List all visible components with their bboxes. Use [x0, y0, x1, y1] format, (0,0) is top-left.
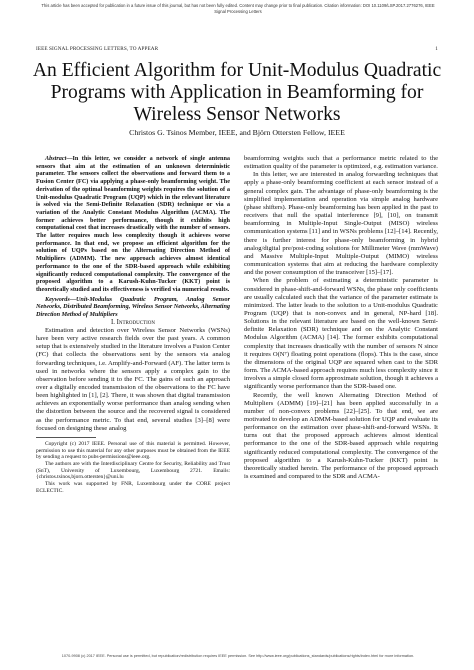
footnote-affiliation: The authors are with the Interdisciplinary Centre for Security, Reliability and Trust (SnT), University of Luxembourg, Luxembourg 2721. Emails: {christos.tsinos,bjorn.ottersten}@uni.lu — [36, 461, 230, 481]
publication-notice-line1: This article has been accepted for publication in a future issue of this journal, but has not been fully edited. Content may change prior to final publication. Citation information: DOI 10.1109/LSP.2017.2776276, IEEE — [41, 3, 435, 8]
title-line-3: Wireless Sensor Networks — [133, 104, 341, 125]
keywords — [36, 296, 230, 319]
publication-notice — [18, 3, 458, 15]
section-heading-introduction: I. Introduction — [110, 318, 156, 326]
page-number: 1 — [435, 46, 438, 52]
right-paragraph-continued: beamforming weights such that a performance metric related to the estimation quality of the parameter is optimized, e.g. estimation variance. — [244, 155, 438, 171]
footnote-funding: This work was supported by FNR, Luxembourg under the CORE project ECLECTIC. — [36, 481, 230, 494]
abstract-text: —In this letter, we consider a network of single antenna sensors that aim at the estimation of an unknown deterministic parameter. The sensors collect the observations and forward them to a Fusion Center (FC) via applying a phase-only beamforming weight. The derivation of the optimal beamforming weights requires the solution of a Unit-modulus Quadratic Program (UQP) which in the relevant literature is solved via the Semi-Definite Relaxation (SDR) technique or via a variation of the Analytic Constant Modulus Algorithm (ACMA). The former achieves better performance, though it exhibits high computational cost that increases drastically with the number of sensors. The latter requires much less complexity though it achieves worse performance. In that end, we propose an efficient algorithm for the solution of UQPs based on the Alternating Direction Method of Multipliers (ADMM). The new approach achieves almost identical performance to the one of the SDR-based approach while exhibiting significantly reduced computational complexity. The convergence of the proposed algorithm to a Karush-Kuhn-Tucker (KKT) point is theoretically studied and its effectiveness is verified via numerical results. — [36, 155, 230, 293]
right-paragraph-3: Recently, the well known Alternating Direction Method of Multipliers (ADMM) [19]–[21] has been applied successfully in a number of non-convex problems [22]–[25]. To that end, we are motivated to develop an ADMM-based solution for UQP and evaluate its performance on the estimation over phase-shift-and-forward WSNs. It turns out that the proposed approach achieves almost identical performance to the one of the SDR-based approach while requiring significantly reduced computational complexity. The convergence of the proposed algorithm to a Karush-Kuhn-Tucker (KKT) point is theoretically studied herein. The performance of the proposed approach is examined and compared to the SDR and ACMA- — [244, 391, 438, 481]
abstract-lead: Abstract — [45, 155, 67, 162]
right-column — [244, 155, 438, 481]
paper-title — [30, 60, 444, 126]
keywords-lead: Keywords — [45, 295, 70, 303]
publication-notice-line2: Signal Processing Letters — [214, 9, 262, 14]
footnote-copyright: Copyright (c) 2017 IEEE. Personal use of this material is permitted. However, permission to use this material for any other purposes must be obtained from the IEEE by sending a request to pubs-permissions@ieee.org. — [36, 440, 230, 461]
left-column — [36, 155, 230, 495]
footnote-divider — [36, 437, 96, 438]
running-head — [36, 46, 438, 52]
abstract — [36, 155, 230, 294]
right-paragraph-2: When the problem of estimating a deterministic parameter is considered in phase-shift-and-forward WSNs, the phase only coefficients are usually calculated such that the variance of the parameter estimate is minimized. The latter leads to the solution to a Unit-modulus Quadratic Program (UQP) that is non-convex and in general, NP-hard [18]. Solutions in the relevant literature are based on the well-known Semi-definite Relaxation (SDR) technique and on the Analytic Constant Modulus Algorithm (ACMA) [14]. The former exhibits computational complexity that increases drastically with the number of sensors N since it requires O(N⁷) floating point operations (flops). This is the case, since the dimensions of the original UQP are squared when cast to the SDR form. The ACMA-based approach requires much less complexity since it involves a simple closed form approximate solution, though it achieves a significantly worse performance than the SDR-based one. — [244, 277, 438, 391]
title-line-1: An Efficient Algorithm for Unit-Modulus Quadratic — [32, 60, 442, 81]
right-paragraph-1: In this letter, we are interested in analog forwarding techniques that apply a phase-only beamforming coefficient at each sensor instead of a general complex gain. The advantage of phase-only beamforming is the simplified implementation and operation via simple analog hardware (phase shifters). Phase-only beamforming has been applied in the past to receivers that null the spatial interference [9], [10], on transmit beamforming in Multiple-Input Single-Output (MISO) wireless communication systems [11] and in WSNs problems [12]–[14]. Recently, there is further interest for phase-only beamforming in hybrid analog/digital pre/post-coding solutions for Millimeter Wave (mmWave) and Massive Multiple-Input Multiple-Output (MIMO) wireless communication systems that aim at reducing the hardware complexity and the power consumption of the transceiver [15]–[17]. — [244, 171, 438, 277]
page-footer: 1070-9908 (c) 2017 IEEE. Personal use is permitted, but republication/redistribution requires IEEE permission. See http://www.ieee.org/publications_standards/publications/rights/index.html for more information. — [61, 654, 415, 658]
keywords-text: —Unit-Modulus Quadratic Program, Analog Sensor Networks, Distributed Beamforming, Wireless Sensor Networks, Alternating Direction Method of Multipliers — [36, 295, 230, 319]
intro-paragraph: Estimation and detection over Wireless Sensor Networks (WSNs) have been very active research fields over the past years. A common setup that is extensively studied in the literature involves a Fusion Center (FC) that collects the observations sent by the sensors via analog forwarding techniques, i.e. Amplify-and-Forward (AF). The latter term is used in networks where the sensors apply a complex gain to the observation before sending it to the FC. The gains of such an approach over a digitally encoded transmission of the observations to the FC have been highlighted in [1], [2]. There, it was shown that digital transmission achieves an exponentially worse performance than analog sending when the distortion between the source and the recovered signal is considered as the performance metric. To that end, several studies [3]–[8] were focused on designing these analog — [36, 326, 230, 432]
journal-name: IEEE SIGNAL PROCESSING LETTERS, TO APPEAR — [36, 46, 159, 52]
author-list: Christos G. Tsinos Member, IEEE, and Björn Ottersten Fellow, IEEE — [129, 128, 345, 137]
title-line-2: Programs with Application in Beamforming for — [50, 82, 424, 103]
